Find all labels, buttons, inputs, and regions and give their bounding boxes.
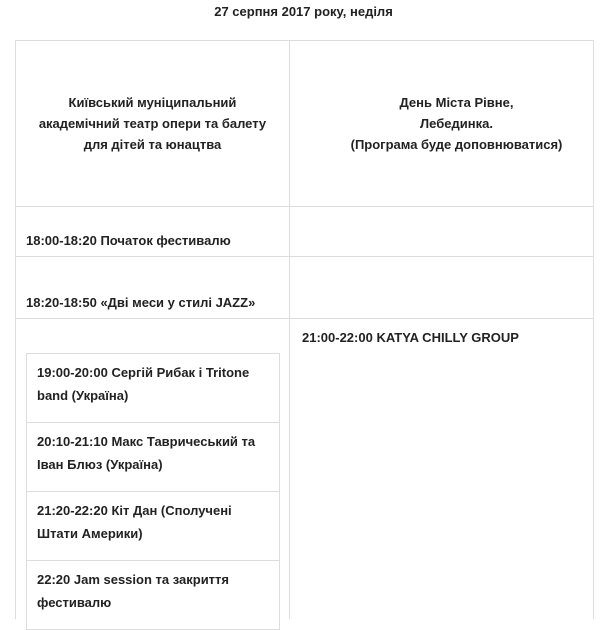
event-cell: 21:00-22:00 KATYA CHILLY GROUP xyxy=(302,330,519,345)
table-row xyxy=(16,257,593,319)
list-item: 19:00-20:00 Сергій Рибак і Tritone band (Україна) xyxy=(27,354,279,423)
empty-cell xyxy=(290,257,593,318)
header-line: День Міста Рівне, xyxy=(399,95,514,110)
header-line: Київський муніципальний xyxy=(68,95,237,110)
header-line: (Програма буде доповнюватися) xyxy=(350,137,563,152)
list-item: 21:20-22:20 Кіт Дан (Сполучені Штати Америки) xyxy=(27,492,279,561)
header-line: Лебединка. xyxy=(420,116,493,131)
page-title: 27 серпня 2017 року, неділя xyxy=(214,4,393,19)
header-row xyxy=(16,41,593,207)
event-cell: 18:20-18:50 «Дві меси у стилі JAZZ» xyxy=(16,257,290,318)
table-row xyxy=(16,319,593,619)
event-cell: 18:00-18:20 Початок фестивалю xyxy=(16,207,290,256)
nested-schedule-table xyxy=(26,353,280,630)
table-row xyxy=(16,207,593,257)
header-cell-venue-left xyxy=(16,41,290,206)
empty-cell xyxy=(290,207,593,256)
schedule-table xyxy=(15,40,594,619)
header-line: для дітей та юнацтва xyxy=(83,137,222,152)
list-item: 22:20 Jam session та закриття фестивалю xyxy=(27,561,279,630)
nested-cell xyxy=(16,319,290,619)
header-line: академічний театр опери та балету xyxy=(38,116,267,131)
list-item: 20:10-21:10 Макс Тавричеський та Іван Блюз (Україна) xyxy=(27,423,279,492)
header-cell-venue-right xyxy=(290,41,593,206)
